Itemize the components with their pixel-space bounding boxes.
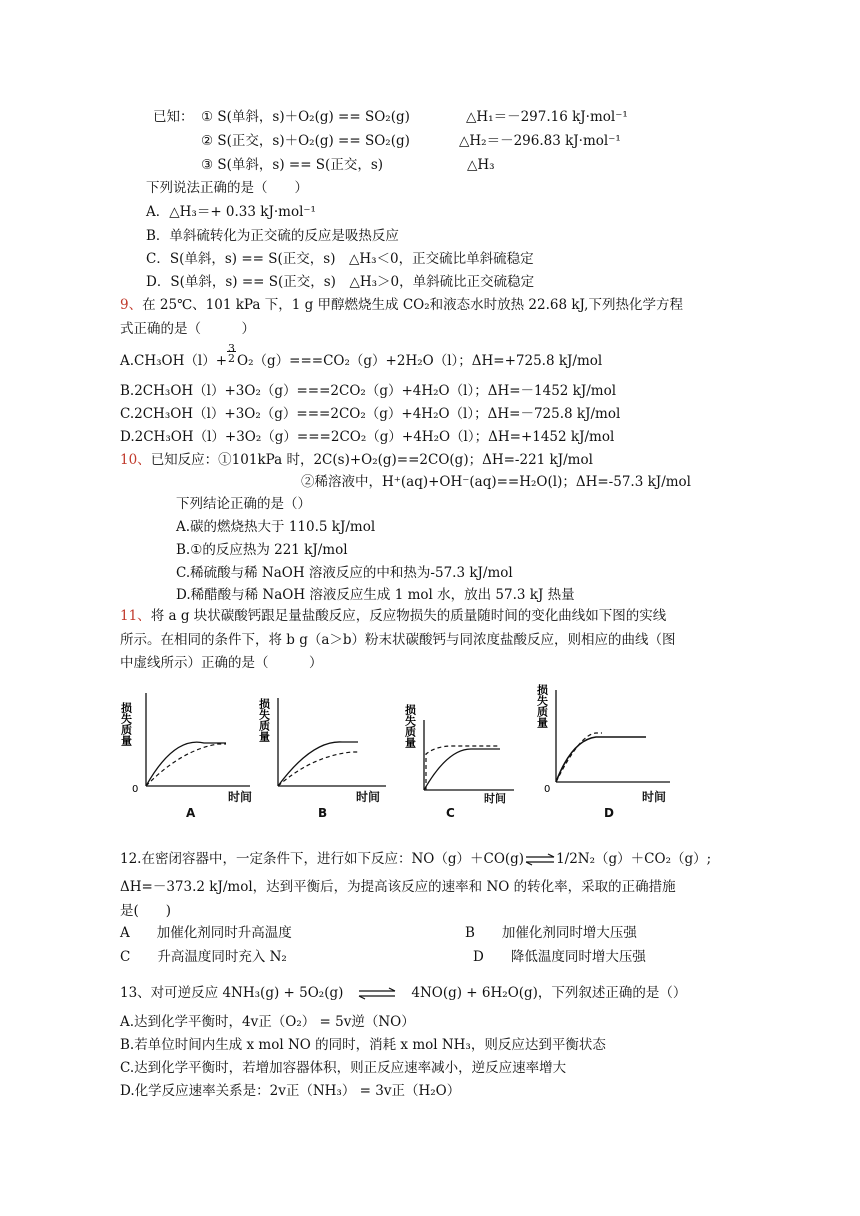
q8-dh-2: △H₂＝－296.83 kJ·mol⁻¹ (459, 133, 621, 149)
q13-stem-post: 4NO(g) + 6H₂O(g)，下列叙述正确的是（） (411, 985, 687, 1001)
graph-d-solid-curve (556, 737, 646, 782)
q9-stem-line-2: 式正确的是（ ） (120, 321, 255, 337)
q8-option-c: C．S(单斜，s) == S(正交，s) △H₃＜0，正交硫比单斜硫稳定 (146, 251, 534, 267)
graph-d-xlabel: 时间 (642, 790, 667, 804)
q12-option-c: C 升高温度同时充入 N₂ (120, 949, 287, 965)
q9-number: 9、 (120, 297, 143, 313)
q8-dh-1: △H₁＝－297.16 kJ·mol⁻¹ (466, 109, 628, 125)
graph-b-ylabel: 损失质量 (257, 698, 271, 742)
q12-option-d: D 降低温度同时增大压强 (473, 949, 646, 965)
q9-stem-line-1 (120, 296, 683, 314)
graph-a-solid-curve (146, 742, 226, 786)
graph-c-solid-curve (424, 749, 500, 790)
q12-line-1-pre: 12.在密闭容器中，一定条件下，进行如下反应：NO（g）＋CO(g) (120, 851, 525, 867)
q9-option-a (120, 342, 603, 370)
graph-d-caption: D (604, 806, 614, 820)
q9-option-d: D.2CH₃OH（l）+3O₂（g）===2CO₂（g）+4H₂O（l）；ΔH=+1452 kJ/mol (120, 429, 615, 445)
q12-line-1 (120, 850, 711, 868)
fraction-numerator: 3 (228, 342, 236, 355)
q8-equation-1: ① S(单斜，s)＋O₂(g) == SO₂(g) (201, 109, 410, 125)
graph-d-origin: 0 (544, 784, 551, 795)
reversible-arrow-icon (524, 853, 556, 867)
q12-option-b: B 加催化剂同时增大压强 (465, 925, 637, 941)
q11-line-1-text: 将 a g 块状碳酸钙跟足量盐酸反应，反应物损失的质量随时间的变化曲线如下图的实线 (150, 608, 667, 624)
q9-option-c: C.2CH₃OH（l）+3O₂（g）===2CO₂（g）+4H₂O（l）；ΔH=－725.8 kJ/mol (120, 406, 621, 422)
graph-c (403, 702, 520, 802)
graph-a-xlabel: 时间 (228, 790, 253, 804)
q12-option-a: A 加催化剂同时升高温度 (120, 925, 292, 941)
graph-a-caption: A (186, 806, 196, 820)
q12-line-3: 是( ) (120, 903, 172, 919)
graph-a-ylabel: 损失质量 (119, 702, 133, 746)
q9-stem-text: 在 25℃、101 kPa 下，1 g 甲醇燃烧生成 CO₂和液态水时放热 22.68 kJ,下列热化学方程 (142, 297, 683, 313)
q8-equation-3: ③ S(单斜，s) == S(正交，s) (201, 157, 384, 173)
q13-option-d: D.化学反应速率关系是：2v正（NH₃） = 3v正（H₂O） (120, 1083, 461, 1099)
q12-line-2: ΔH=－373.2 kJ/mol，达到平衡后，为提高该反应的速率和 NO 的转化率，采取的正确措施 (120, 879, 676, 895)
graph-b-caption: B (318, 806, 328, 820)
q13-stem-pre: 13、对可逆反应 4NH₃(g) + 5O₂(g) (120, 985, 344, 1001)
graph-a-origin: 0 (132, 784, 139, 795)
graph-b-xlabel: 时间 (356, 790, 381, 804)
q10-option-c: C.稀硫酸与稀 NaOH 溶液反应的中和热为-57.3 kJ/mol (176, 565, 513, 581)
q13-option-a: A.达到化学平衡时，4v正（O₂） = 5v逆（NO） (120, 1014, 415, 1030)
q13-stem (120, 984, 686, 1002)
q9-option-a-post: O₂（g）===CO₂（g）+2H₂O（l）；ΔH=+725.8 kJ/mol (237, 353, 603, 369)
q10-stem: 下列结论正确的是（） (176, 496, 311, 512)
graph-a-dashed-curve (146, 744, 226, 786)
reversible-arrow-icon (357, 987, 397, 1001)
q10-option-a: A.碳的燃烧热大于 110.5 kJ/mol (176, 519, 376, 535)
q8-equation-2: ② S(正交，s)＋O₂(g) == SO₂(g) (201, 133, 410, 149)
graph-c-dashed-curve (426, 746, 500, 790)
q10-option-b: B.①的反应热为 221 kJ/mol (176, 542, 348, 558)
q8-stem: 下列说法正确的是（ ） (146, 180, 308, 196)
q8-dh-3: △H₃ (467, 157, 495, 173)
graph-a (119, 688, 252, 804)
q13-option-b: B.若单位时间内生成 x mol NO 的同时，消耗 x mol NH₃，则反应达到平衡状态 (120, 1037, 606, 1053)
graph-d-dashed-curve (556, 733, 602, 782)
graph-c-xlabel: 时间 (484, 792, 506, 805)
q9-option-b: B.2CH₃OH（l）+3O₂（g）===2CO₂（g）+4H₂O（l）；ΔH=－1452 kJ/mol (120, 383, 617, 399)
fraction-denominator: 2 (228, 352, 236, 365)
q12-line-1-post: 1/2N₂（g）＋CO₂（g）; (556, 851, 712, 867)
graph-b-solid-curve (278, 742, 358, 786)
q13-option-c: C.达到化学平衡时，若增加容器体积，则正反应速率减小，逆反应速率增大 (120, 1060, 567, 1076)
graph-c-caption: C (446, 806, 455, 820)
q10-line-1 (120, 451, 593, 469)
q8-option-a: A．△H₃＝+ 0.33 kJ·mol⁻¹ (146, 204, 316, 220)
q11-number: 11、 (120, 608, 151, 624)
graph-c-ylabel: 损失质量 (403, 704, 417, 748)
q11-line-2: 所示。在相同的条件下，将 b g（a＞b）粉末状碳酸钙与同浓度盐酸反应，则相应的曲线（图 (120, 632, 676, 648)
q10-option-d: D.稀醋酸与稀 NaOH 溶液反应生成 1 mol 水，放出 57.3 kJ 热量 (176, 587, 575, 603)
q9-option-a-pre: A.CH₃OH（l）+ (120, 353, 228, 369)
q11-line-3: 中虚线所示）正确的是（ ） (120, 655, 323, 671)
q8-option-b: B．单斜硫转化为正交硫的反应是吸热反应 (146, 228, 399, 244)
q11-line-1 (120, 607, 666, 625)
q10-line-1-text: 已知反应：①101kPa 时，2C(s)+O₂(g)==2CO(g)；ΔH=-221 kJ/mol (150, 452, 593, 468)
graph-d-ylabel: 损失质量 (535, 684, 549, 728)
graph-b (257, 690, 390, 804)
q10-line-2: ②稀溶液中，H⁺(aq)+OH⁻(aq)==H₂O(l)；ΔH=-57.3 kJ/mol (301, 474, 691, 490)
q8-option-d: D．S(单斜，s) == S(正交，s) △H₃＞0，单斜硫比正交硫稳定 (146, 274, 535, 290)
graph-b-dashed-curve (278, 752, 358, 786)
q8-given-label: 已知： (153, 109, 194, 125)
q10-number: 10、 (120, 452, 151, 468)
